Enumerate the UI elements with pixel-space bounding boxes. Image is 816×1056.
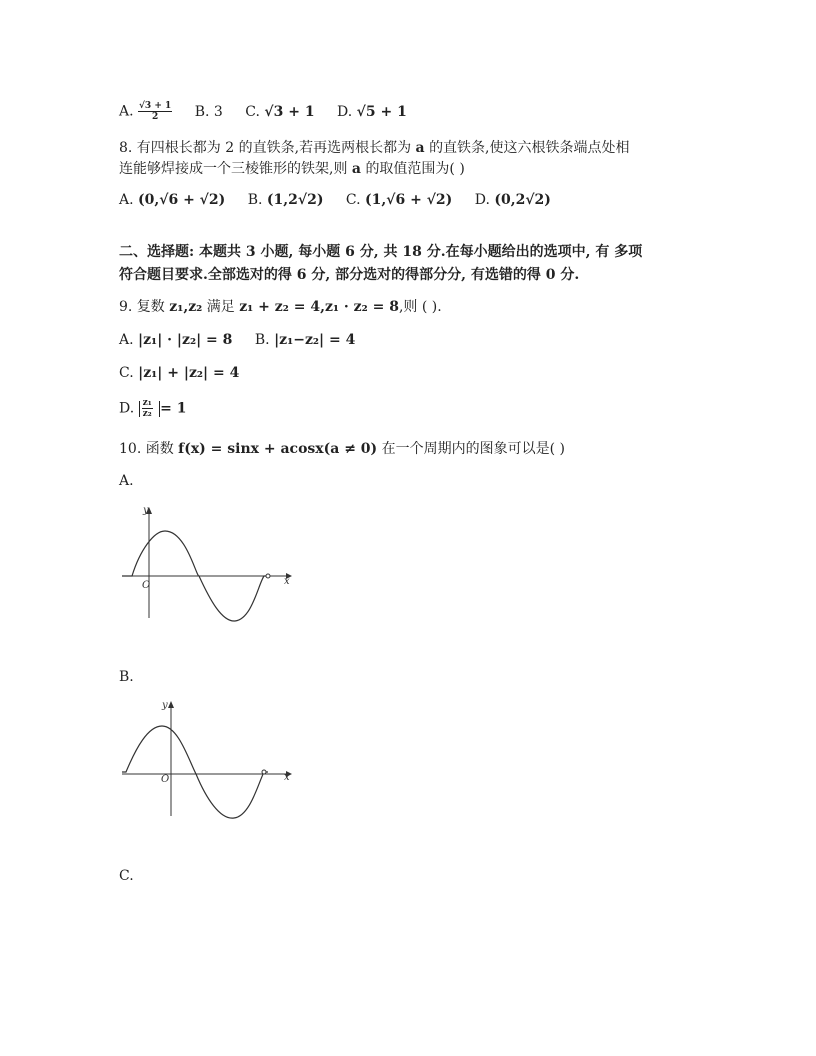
open-endpoint bbox=[262, 770, 266, 774]
q9-stem: 9. 复数 z₁,z₂ 满足 z₁ + z₂ = 4,z₁ · z₂ = 8,则 ( ). bbox=[119, 299, 442, 315]
q10-option-a-graph bbox=[118, 500, 298, 630]
q9-option-a: A. |z₁| · |z₂| = 8 bbox=[119, 332, 233, 348]
y-axis-label: y bbox=[162, 700, 168, 711]
q7-option-d: D. √5 + 1 bbox=[337, 103, 407, 120]
sine-curve bbox=[122, 726, 268, 818]
q10-option-a-label: A. bbox=[119, 473, 134, 489]
y-axis-label: y bbox=[143, 505, 149, 516]
q10-option-b-graph bbox=[118, 698, 298, 828]
q9-options-ab bbox=[119, 330, 373, 350]
q7-option-c: C. √3 + 1 bbox=[245, 103, 315, 120]
q7-option-a: A. $\frac{√3 + 1}{2}$ bbox=[119, 101, 172, 122]
q10-option-c-label: C. bbox=[119, 868, 134, 884]
x-axis-label: x bbox=[284, 576, 290, 587]
q7-option-b: B. 3 bbox=[194, 103, 223, 120]
open-endpoint bbox=[266, 574, 270, 578]
q10-option-b-label: B. bbox=[119, 669, 134, 685]
q8-option-d: D. (0,2√2) bbox=[474, 192, 551, 208]
q9-option-c: C. |z₁| + |z₂| = 4 bbox=[119, 365, 240, 381]
q8-option-c: C. (1,√6 + √2) bbox=[345, 192, 453, 208]
section2-heading-line2: 符合题目要求.全部选对的得 6 分, 部分选对的得部分分, 有选错的得 0 分. bbox=[119, 267, 580, 283]
x-axis-label: x bbox=[284, 772, 290, 783]
q8-stem-line2: 连能够焊接成一个三棱锥形的铁架,则 a 的取值范围为( ) bbox=[119, 161, 465, 177]
q9-option-d-abs bbox=[139, 398, 161, 419]
origin-label: O bbox=[142, 580, 151, 591]
origin-label: O bbox=[161, 774, 170, 785]
q9-option-d: D. $\frac{\text{z₁}}{\text{z₂}}$ = 1 bbox=[119, 398, 187, 419]
q9-option-d-fraction: $\frac{\text{z₁}}{\text{z₂}}$ bbox=[142, 398, 152, 419]
q7-options bbox=[119, 101, 425, 122]
y-axis-arrow-icon bbox=[168, 701, 174, 708]
q8-stem-line1: 8. 有四根长都为 2 的直铁条,若再选两根长都为 a 的直铁条,使这六根铁条端点处相 bbox=[119, 140, 630, 156]
q8-option-b: B. (1,2√2) bbox=[247, 192, 324, 208]
section2-heading-line1: 二、选择题: 本题共 3 小题, 每小题 6 分, 共 18 分.在每小题给出的选项中, 有 多项 bbox=[119, 244, 643, 260]
q9-option-b: B. |z₁−z₂| = 4 bbox=[254, 332, 356, 348]
q8-option-a: A. (0,√6 + √2) bbox=[119, 192, 226, 208]
q7-option-a-fraction: $\frac{√3 + 1}{2}$ bbox=[139, 101, 172, 122]
q10-stem: 10. 函数 f(x) = sinx + acosx(a ≠ 0) 在一个周期内的图象可以是( ) bbox=[119, 441, 566, 457]
q8-options bbox=[119, 190, 569, 210]
